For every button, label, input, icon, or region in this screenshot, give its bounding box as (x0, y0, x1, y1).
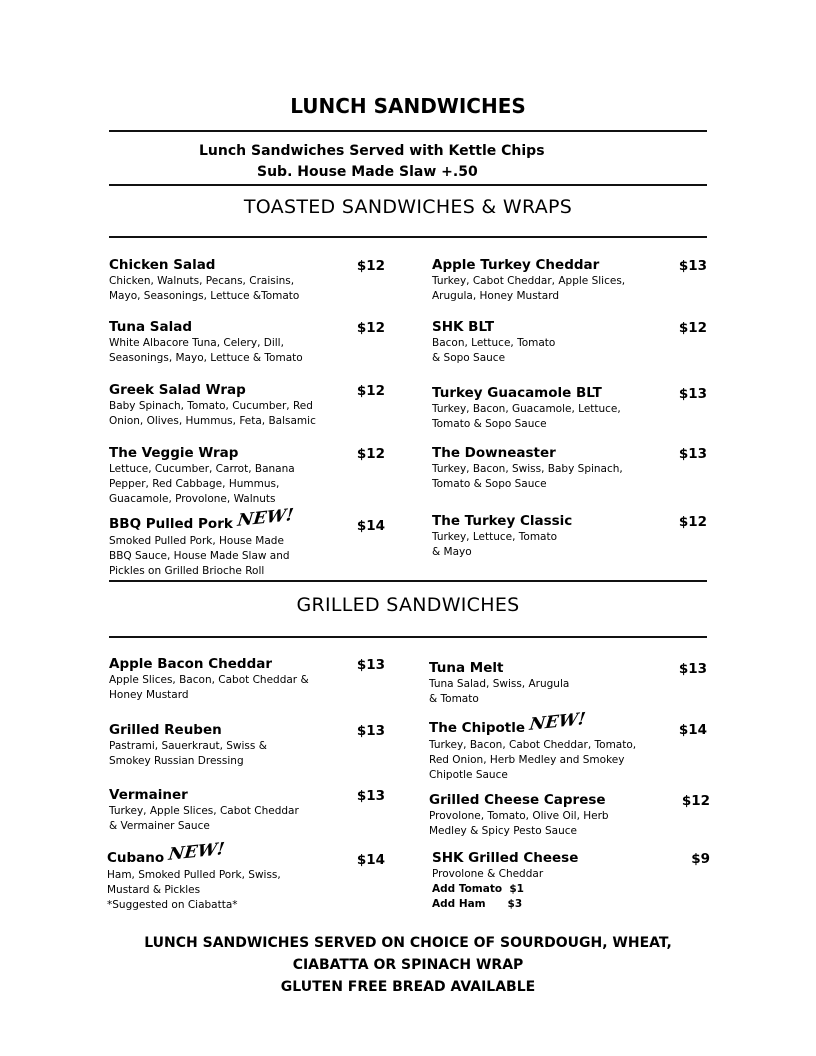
item-description (429, 738, 636, 783)
menu-item (432, 385, 621, 432)
item-description (107, 868, 281, 913)
item-price: $12 (678, 514, 707, 530)
description-line: Pickles on Grilled Brioche Roll (109, 565, 265, 577)
item-name (432, 319, 555, 335)
item-description (109, 804, 299, 834)
description-line: Pepper, Red Cabbage, Hummus, (109, 478, 280, 490)
description-line: *Suggested on Ciabatta* (107, 899, 238, 911)
menu-item (432, 445, 623, 492)
item-name-text: SHK Grilled Cheese (432, 850, 579, 866)
description-line: White Albacore Tuna, Celery, Dill, (109, 337, 284, 349)
description-line: Turkey, Bacon, Swiss, Baby Spinach, (432, 463, 623, 475)
item-description (432, 274, 625, 304)
description-line: Turkey, Lettuce, Tomato (432, 531, 558, 543)
menu-item (429, 660, 569, 707)
item-name-text: Apple Turkey Cheddar (432, 257, 600, 273)
item-name (107, 839, 281, 867)
description-line: & Vermainer Sauce (109, 820, 210, 832)
item-name-text: Cubano (107, 850, 165, 866)
menu-item (432, 257, 625, 304)
item-description (109, 534, 293, 579)
footer-line: CIABATTA OR SPINACH WRAP (292, 957, 524, 973)
item-name (109, 787, 299, 803)
menu-item (109, 787, 299, 834)
divider (109, 184, 707, 186)
item-price: $13 (356, 723, 385, 739)
item-price: $12 (356, 383, 385, 399)
item-description (109, 274, 299, 304)
menu-item (429, 792, 609, 839)
item-description (109, 739, 267, 769)
description-line: Lettuce, Cucumber, Carrot, Banana (109, 463, 295, 475)
item-price: $13 (678, 446, 707, 462)
item-price: $14 (356, 518, 385, 534)
menu-item (109, 656, 309, 703)
menu-item (109, 319, 303, 366)
item-name-text: SHK BLT (432, 319, 495, 335)
description-line: Onion, Olives, Hummus, Feta, Balsamic (109, 415, 316, 427)
item-price: $14 (356, 852, 385, 868)
item-description (432, 402, 621, 432)
description-line: Baby Spinach, Tomato, Cucumber, Red (109, 400, 313, 412)
item-name-text: Tuna Melt (429, 660, 504, 676)
description-line: Arugula, Honey Mustard (432, 290, 560, 302)
item-name-text: The Turkey Classic (432, 513, 573, 529)
menu-item (432, 319, 555, 366)
item-name (109, 722, 267, 738)
menu-item (109, 445, 295, 507)
item-description (429, 677, 569, 707)
item-name (109, 656, 309, 672)
item-name (432, 257, 625, 273)
item-price: $9 (691, 851, 710, 867)
addon-line: Add Ham $3 (432, 898, 523, 910)
description-line: Pastrami, Sauerkraut, Swiss & (109, 740, 267, 752)
menu-item (429, 709, 637, 783)
item-description (429, 809, 609, 839)
item-description (109, 673, 309, 703)
item-name (429, 709, 636, 737)
subtitle-chips: Lunch Sandwiches Served with Kettle Chips (199, 143, 545, 159)
item-price: $12 (356, 446, 385, 462)
item-name-text: Turkey Guacamole BLT (432, 385, 602, 401)
item-name (432, 513, 572, 529)
menu-item (432, 850, 578, 912)
menu-item (109, 722, 267, 769)
description-line: Seasonings, Mayo, Lettuce & Tomato (109, 352, 303, 364)
item-name-text: Apple Bacon Cheddar (109, 656, 273, 672)
description-line: Smokey Russian Dressing (109, 755, 244, 767)
item-name (109, 445, 295, 461)
description-line: & Mayo (432, 546, 472, 558)
section-heading-grilled: GRILLED SANDWICHES (296, 594, 520, 616)
description-line: Tomato & Sopo Sauce (432, 418, 547, 430)
description-line: Mustard & Pickles (107, 884, 201, 896)
item-name-text: The Chipotle (429, 720, 525, 736)
addon-line: Add Tomato $1 (432, 883, 524, 895)
divider (109, 130, 707, 132)
item-name (109, 257, 299, 273)
description-line: & Sopo Sauce (432, 352, 506, 364)
item-name-text: Tuna Salad (109, 319, 192, 335)
description-line: Turkey, Bacon, Cabot Cheddar, Tomato, (429, 739, 637, 751)
menu-item (432, 513, 572, 560)
footer-line: GLUTEN FREE BREAD AVAILABLE (280, 979, 536, 995)
item-name-text: Vermainer (109, 787, 188, 803)
item-name-text: BBQ Pulled Pork (109, 516, 233, 532)
item-description (109, 462, 295, 507)
item-price: $14 (678, 722, 707, 738)
item-price: $12 (681, 793, 710, 809)
item-description (432, 867, 578, 912)
description-line: Bacon, Lettuce, Tomato (432, 337, 556, 349)
description-line: Turkey, Bacon, Guacamole, Lettuce, (432, 403, 621, 415)
divider (109, 636, 707, 638)
footer-line: LUNCH SANDWICHES SERVED ON CHOICE OF SOURDOUGH, WHEAT, (144, 935, 672, 951)
description-line: Ham, Smoked Pulled Pork, Swiss, (107, 869, 281, 881)
item-name-text: Chicken Salad (109, 257, 216, 273)
item-name-text: Grilled Reuben (109, 722, 222, 738)
item-name-text: The Veggie Wrap (109, 445, 239, 461)
description-line: Guacamole, Provolone, Walnuts (109, 493, 276, 505)
description-line: Tuna Salad, Swiss, Arugula (429, 678, 570, 690)
item-price: $13 (678, 661, 707, 677)
description-line: Tomato & Sopo Sauce (432, 478, 547, 490)
description-line: & Tomato (429, 693, 479, 705)
subtitle-slaw: Sub. House Made Slaw +.50 (257, 164, 478, 180)
item-name (109, 505, 295, 533)
item-description (432, 336, 555, 366)
description-line: Red Onion, Herb Medley and Smokey (429, 754, 625, 766)
menu-item (107, 839, 281, 913)
item-price: $12 (678, 320, 707, 336)
new-badge: NEW! (167, 839, 226, 865)
item-price: $13 (678, 386, 707, 402)
item-price: $13 (678, 258, 707, 274)
description-line: Provolone & Cheddar (432, 868, 544, 880)
item-name (429, 792, 609, 808)
description-line: Provolone, Tomato, Olive Oil, Herb (429, 810, 609, 822)
description-line: Chipotle Sauce (429, 769, 508, 781)
item-price: $12 (356, 320, 385, 336)
item-name (432, 850, 578, 866)
item-name-text: Grilled Cheese Caprese (429, 792, 606, 808)
item-name (429, 660, 569, 676)
description-line: Smoked Pulled Pork, House Made (109, 535, 284, 547)
description-line: Mayo, Seasonings, Lettuce &Tomato (109, 290, 300, 302)
description-line: Apple Slices, Bacon, Cabot Cheddar & (109, 674, 309, 686)
description-line: Honey Mustard (109, 689, 189, 701)
item-description (432, 462, 623, 492)
description-line: Turkey, Apple Slices, Cabot Cheddar (109, 805, 299, 817)
item-description (109, 399, 316, 429)
menu-item (109, 505, 295, 579)
description-line: BBQ Sauce, House Made Slaw and (109, 550, 290, 562)
item-price: $12 (356, 258, 385, 274)
item-name (432, 385, 621, 401)
item-price: $13 (356, 788, 385, 804)
footer-note (0, 932, 816, 998)
item-name-text: The Downeaster (432, 445, 556, 461)
page-title: LUNCH SANDWICHES (290, 94, 526, 118)
menu-item (109, 257, 299, 304)
item-price: $13 (356, 657, 385, 673)
item-name (109, 382, 316, 398)
item-description (432, 530, 572, 560)
description-line: Turkey, Cabot Cheddar, Apple Slices, (432, 275, 626, 287)
divider (109, 580, 707, 582)
menu-item (109, 382, 316, 429)
description-line: Medley & Spicy Pesto Sauce (429, 825, 577, 837)
item-name (432, 445, 623, 461)
divider (109, 236, 707, 238)
new-badge: NEW! (236, 505, 295, 531)
item-name-text: Greek Salad Wrap (109, 382, 246, 398)
item-description (109, 336, 303, 366)
item-name (109, 319, 303, 335)
description-line: Chicken, Walnuts, Pecans, Craisins, (109, 275, 295, 287)
new-badge: NEW! (528, 709, 587, 735)
section-heading-toasted: TOASTED SANDWICHES & WRAPS (243, 196, 573, 218)
